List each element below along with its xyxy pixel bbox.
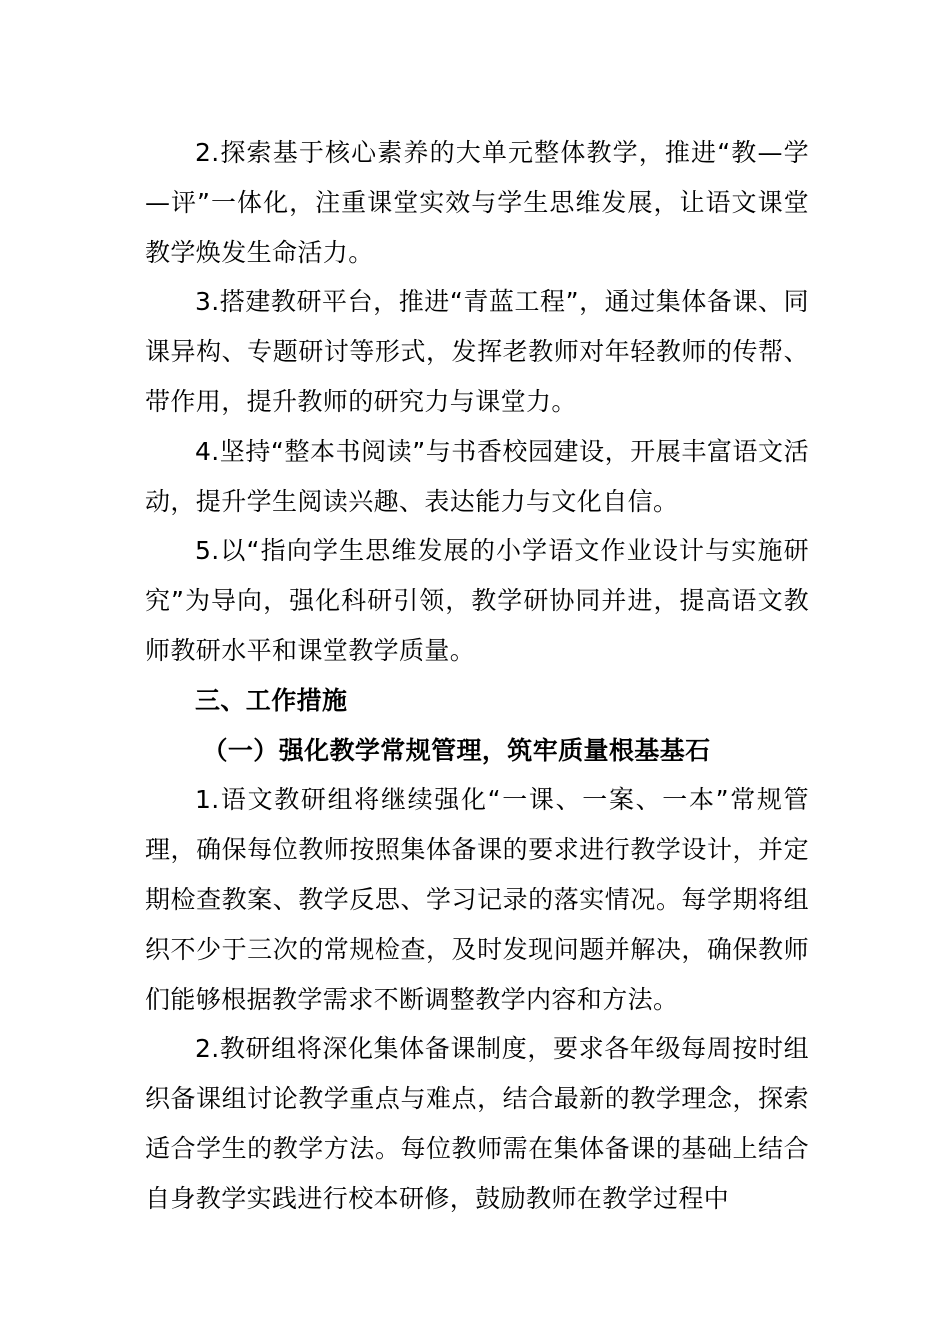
subsection-heading: （一）强化教学常规管理，筑牢质量根基基石 [202,735,711,765]
measure-paragraph-2: 2.教研组将深化集体备课制度，要求各年级每周按时组织备课组讨论教学重点与难点，结合最新的教学理念，探索适合学生的教学方法。每位教师需在集体备课的基础上结合自身教学实践进行校本研修，鼓励教师在教学过程中 [145,1034,809,1213]
document-body [145,128,809,1224]
goal-paragraph-2: 2.探索基于核心素养的大单元整体教学，推进“教—学—评”一体化，注重课堂实效与学生思维发展，让语文课堂教学焕发生命活力。 [145,138,809,267]
goal-paragraph-3: 3.搭建教研平台，推进“青蓝工程”，通过集体备课、同课异构、专题研讨等形式，发挥老教师对年轻教师的传帮、带作用，提升教师的研究力与课堂力。 [145,287,809,416]
goal-paragraph-5: 5.以“指向学生思维发展的小学语文作业设计与实施研究”为导向，强化科研引领，教学研协同并进，提高语文教师教研水平和课堂教学质量。 [145,536,809,665]
section-heading: 三、工作措施 [195,685,348,715]
measure-paragraph-1: 1.语文教研组将继续强化“一课、一案、一本”常规管理，确保每位教师按照集体备课的要求进行教学设计，并定期检查教案、教学反思、学习记录的落实情况。每学期将组织不少于三次的常规检查，及时发现问题并解决，确保教师们能够根据教学需求不断调整教学内容和方法。 [145,785,809,1014]
goal-paragraph-4: 4.坚持“整本书阅读”与书香校园建设，开展丰富语文活动，提升学生阅读兴趣、表达能力与文化自信。 [145,436,809,516]
